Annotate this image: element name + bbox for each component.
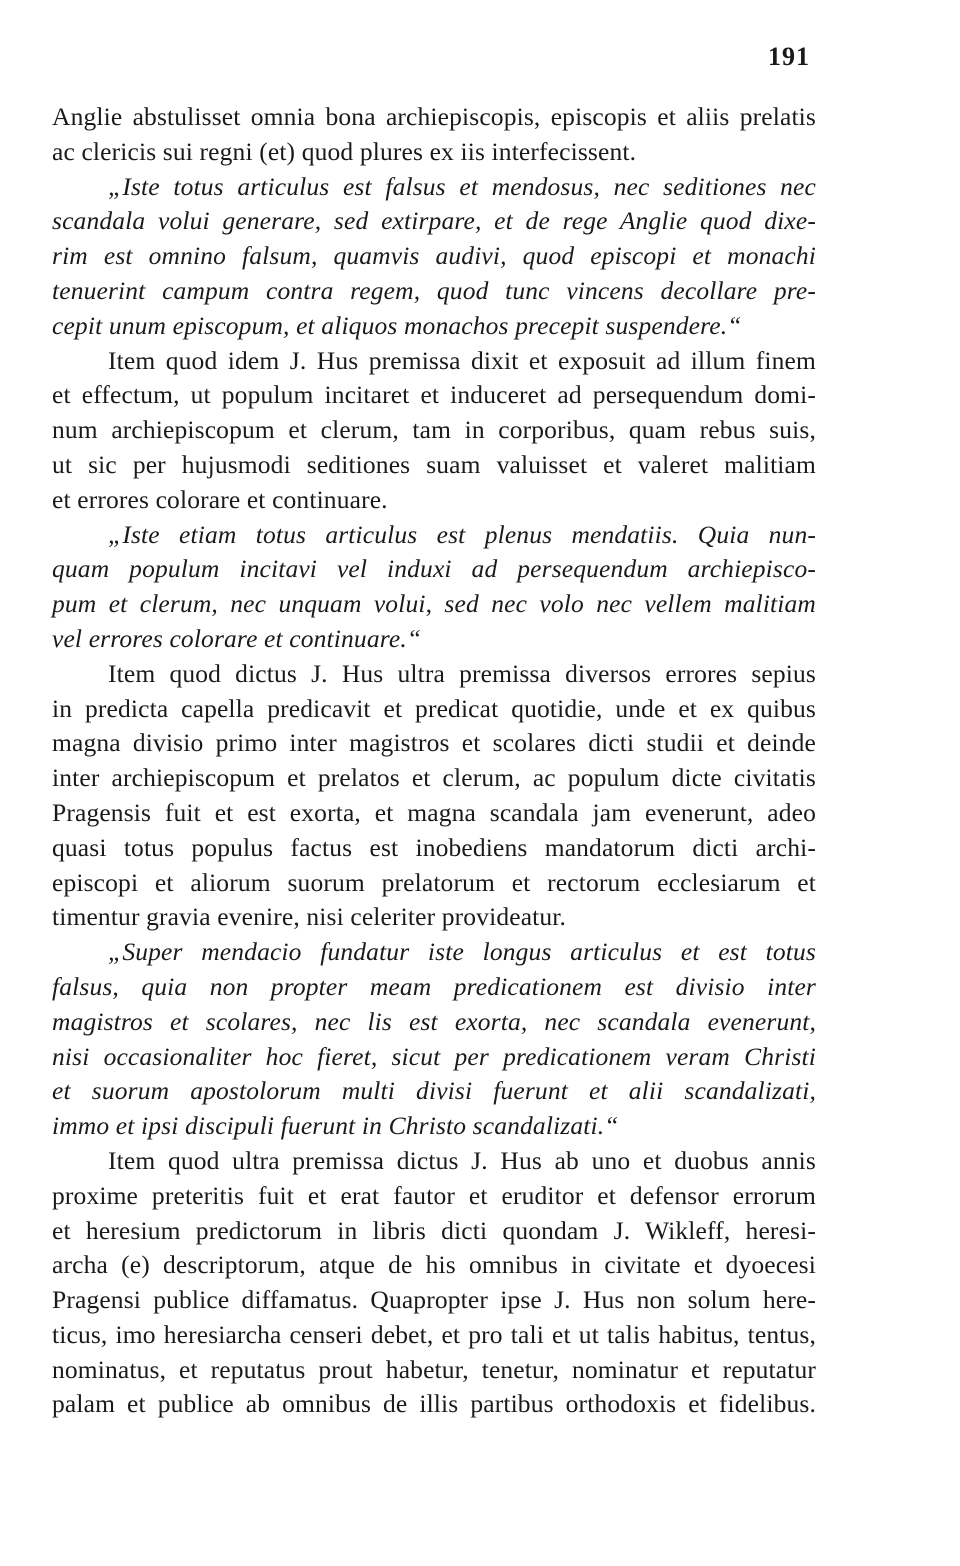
text-line: quasi totus populus factus est inobediens mandatorum dicti archi- [52,832,816,862]
quoted-reply-line: nisi occasionaliter hoc fieret, sicut per predicationem veram Christi [52,1041,816,1071]
text-line: Item quod dictus J. Hus ultra premissa diversos errores sepius [108,658,816,688]
text-line: Item quod ultra premissa dictus J. Hus ab uno et duobus annis [108,1145,816,1175]
text-line: num archiepiscopum et clerum, tam in corporibus, quam rebus suis, [52,415,816,445]
text-line: ut sic per hujusmodi seditiones suam valuisset et valeret malitiam [52,449,816,479]
quoted-reply-line: et suorum apostolorum multi divisi fuerunt et alii scandalizati, [52,1076,816,1106]
text-line: ticus, imo heresiarcha censeri debet, et pro tali et ut talis habitus, tentus, [52,1319,816,1349]
quoted-reply-line: „Super mendacio fundatur iste longus articulus et est totus [108,937,816,967]
page-number: 191 [768,42,810,71]
quoted-reply-line: pum et clerum, nec unquam volui, sed nec volo nec vellem malitiam [52,589,816,619]
quoted-reply-line: „Iste etiam totus articulus est plenus mendatiis. Quia nun- [108,519,816,549]
quoted-reply-line: vel errores colorare et continuare.“ [52,623,422,653]
quoted-reply-line: cepit unum episcopum, et aliquos monachos precepit suspendere.“ [52,310,742,340]
text-line: in predicta capella predicavit et predicat quotidie, unde et ex quibus [52,693,816,723]
text-line: proxime preteritis fuit et erat fautor et eruditor et defensor errorum [52,1180,816,1210]
quoted-reply-line: magistros et scolares, nec lis est exorta, nec scandala evenerunt, [52,1006,816,1036]
quoted-reply-line: „Iste totus articulus est falsus et mendosus, nec seditiones nec [108,171,816,201]
quoted-reply-line: scandala volui generare, sed extirpare, et de rege Anglie quod dixe- [52,206,816,236]
text-line: Anglie abstulisset omnia bona archiepiscopis, episcopis et aliis prelatis [52,102,816,131]
quoted-reply-line: falsus, quia non propter meam predicationem est divisio inter [52,971,816,1001]
body-text [52,100,816,1422]
text-line: et errores colorare et continuare. [52,484,388,514]
text-line: Pragensis fuit et est exorta, et magna scandala jam evenerunt, adeo [52,797,816,827]
quoted-reply-line: rim est omnino falsum, quamvis audivi, quod episcopi et monachi [52,241,816,271]
text-line: archa (e) descriptorum, atque de his omnibus in civitate et dyoecesi [52,1250,816,1280]
quoted-reply-line: quam populum incitavi vel induxi ad persequendum archiepisco- [52,554,816,584]
quoted-reply-line: immo et ipsi discipuli fuerunt in Christo scandalizati.“ [52,1111,619,1141]
text-line: nominatus, et reputatus prout habetur, tenetur, nominatur et reputatur [52,1354,816,1384]
text-line: Pragensi publice diffamatus. Quapropter ipse J. Hus non solum here- [52,1285,816,1315]
quoted-reply-line: tenuerint campum contra regem, quod tunc vincens decollare pre- [52,275,816,305]
text-line: magna divisio primo inter magistros et scolares dicti studii et deinde [52,728,816,758]
text-line: timentur gravia evenire, nisi celeriter provideatur. [52,902,567,932]
text-line: episcopi et aliorum suorum prelatorum et rectorum ecclesiarum et [52,867,816,897]
text-line: et effectum, ut populum incitaret et induceret ad persequendum domi- [52,380,816,410]
text-line: Item quod idem J. Hus premissa dixit et exposuit ad illum finem [108,345,816,375]
text-line: inter archiepiscopum et prelatos et clerum, ac populum dicte civitatis [52,763,816,793]
text-line: ac clericis sui regni (et) quod plures ex iis interfecissent. [52,136,637,166]
text-line: et heresium predictorum in libris dicti quondam J. Wikleff, heresi- [52,1215,816,1245]
text-line: palam et publice ab omnibus de illis partibus orthodoxis et fidelibus. [52,1389,816,1419]
